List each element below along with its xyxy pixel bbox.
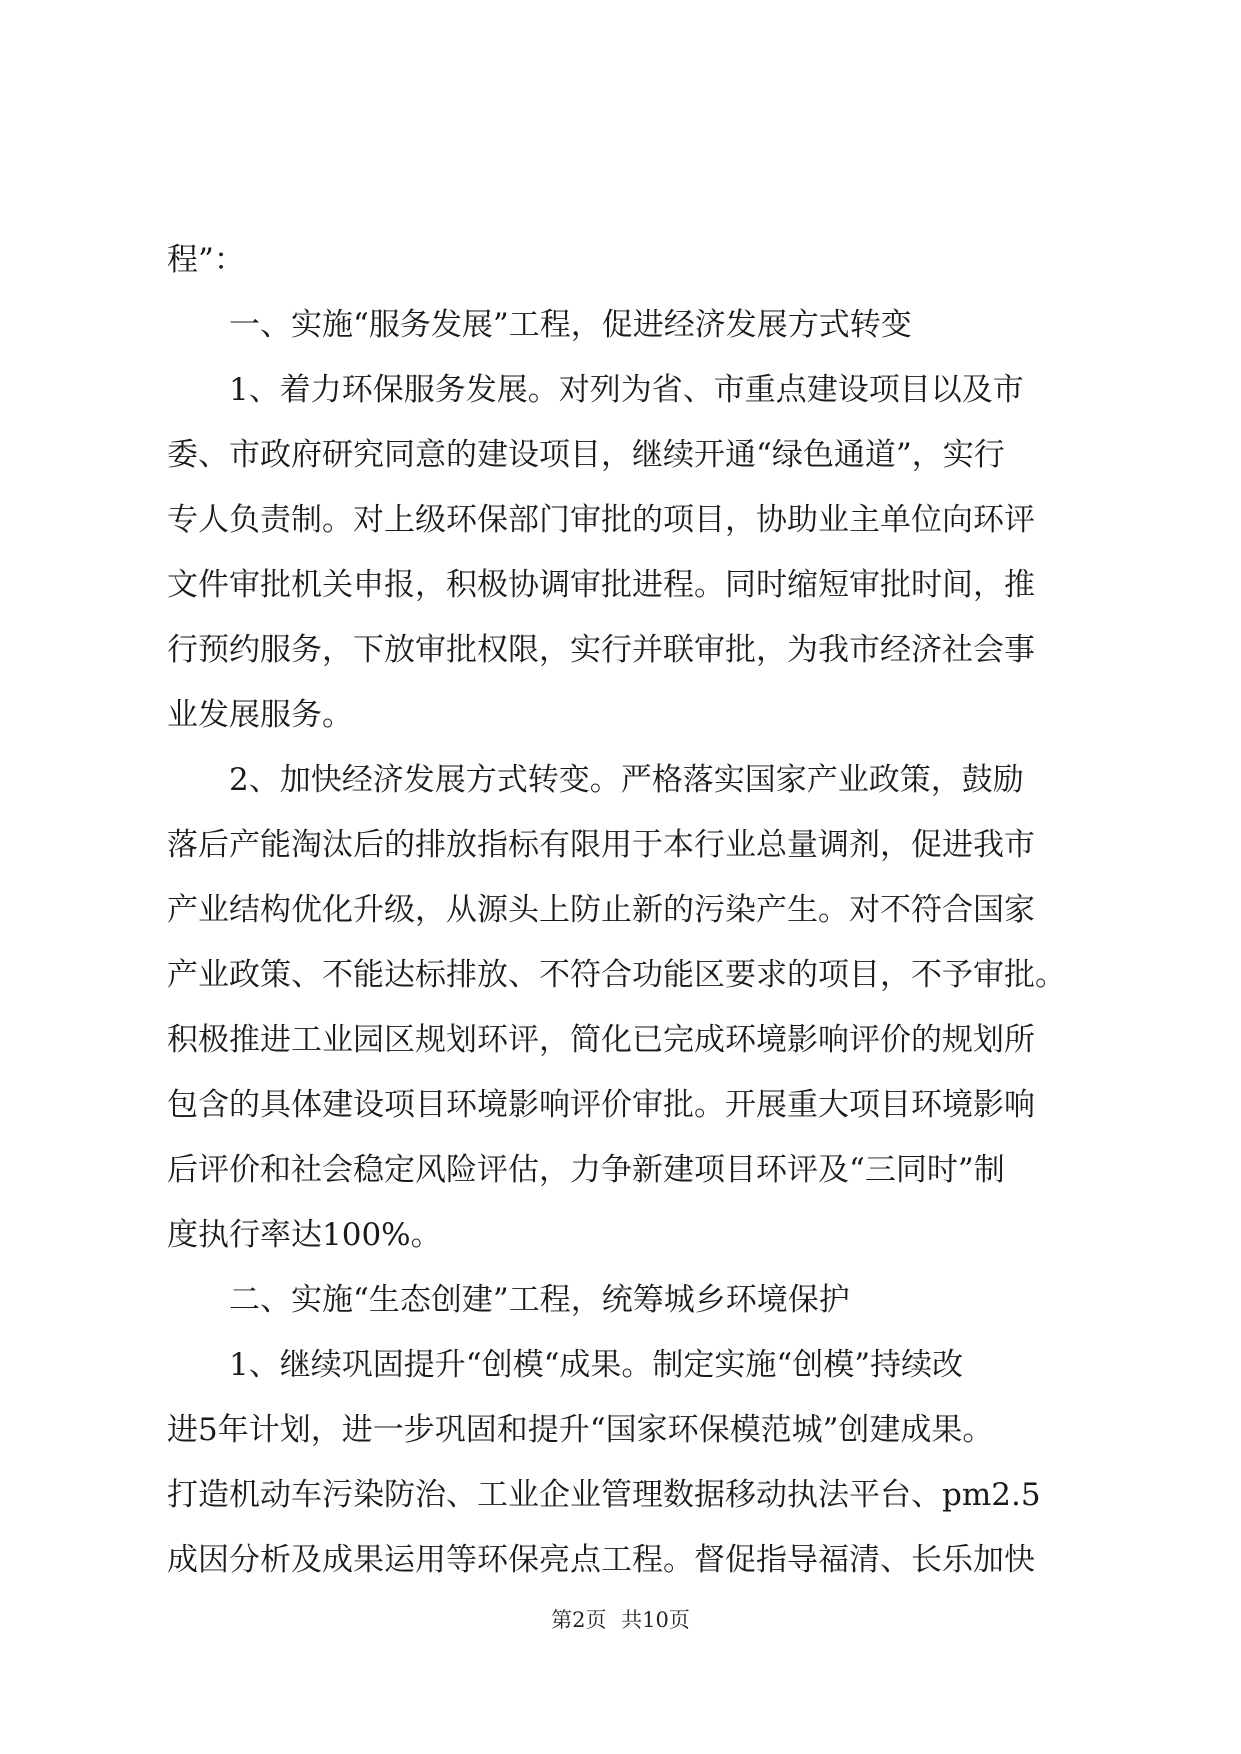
text-line: 2、加快经济发展方式转变。严格落实国家产业政策，鼓励 [167,762,1024,798]
page-total: 共10页 [621,1608,690,1632]
text-line: 进5年计划，进一步巩固和提升“国家环保模范城”创建成果。 [167,1412,994,1448]
section-heading: 一、实施“服务发展”工程，促进经济发展方式转变 [167,307,912,343]
text-line: 积极推进工业园区规划环评，简化已完成环境影响评价的规划所 [167,1022,1035,1058]
text-line: 委、市政府研究同意的建设项目，继续开通“绿色通道”，实行 [167,437,1005,473]
text-line: 文件审批机关申报，积极协调审批进程。同时缩短审批时间，推 [167,567,1035,603]
text-line: 行预约服务，下放审批权限，实行并联审批，为我市经济社会事 [167,632,1035,668]
document-body [167,228,1083,1593]
text-line: 产业结构优化升级，从源头上防止新的污染产生。对不符合国家 [167,892,1035,928]
text-line: 落后产能淘汰后的排放指标有限用于本行业总量调剂，促进我市 [167,827,1035,863]
text-line: 专人负责制。对上级环保部门审批的项目，协助业主单位向环评 [167,502,1035,538]
text-line: 成因分析及成果运用等环保亮点工程。督促指导福清、长乐加快 [167,1542,1035,1578]
text-line: 打造机动车污染防治、工业企业管理数据移动执法平台、pm2.5 [167,1477,1041,1513]
section-heading: 二、实施“生态创建”工程，统筹城乡环境保护 [167,1282,850,1318]
page-footer [0,1605,1241,1635]
text-line: 1、继续巩固提升“创模“成果。制定实施“创模”持续改 [167,1347,964,1383]
text-line: 程”： [167,242,245,278]
text-line: 包含的具体建设项目环境影响评价审批。开展重大项目环境影响 [167,1087,1035,1123]
text-line: 后评价和社会稳定风险评估，力争新建项目环评及“三同时”制 [167,1152,1005,1188]
page-number: 第2页 [551,1608,607,1632]
text-line: 业发展服务。 [167,697,353,733]
text-line: 产业政策、不能达标排放、不符合功能区要求的项目，不予审批。 [167,957,1066,993]
text-line: 1、着力环保服务发展。对列为省、市重点建设项目以及市 [167,372,1024,408]
text-line: 度执行率达100%。 [167,1217,442,1253]
